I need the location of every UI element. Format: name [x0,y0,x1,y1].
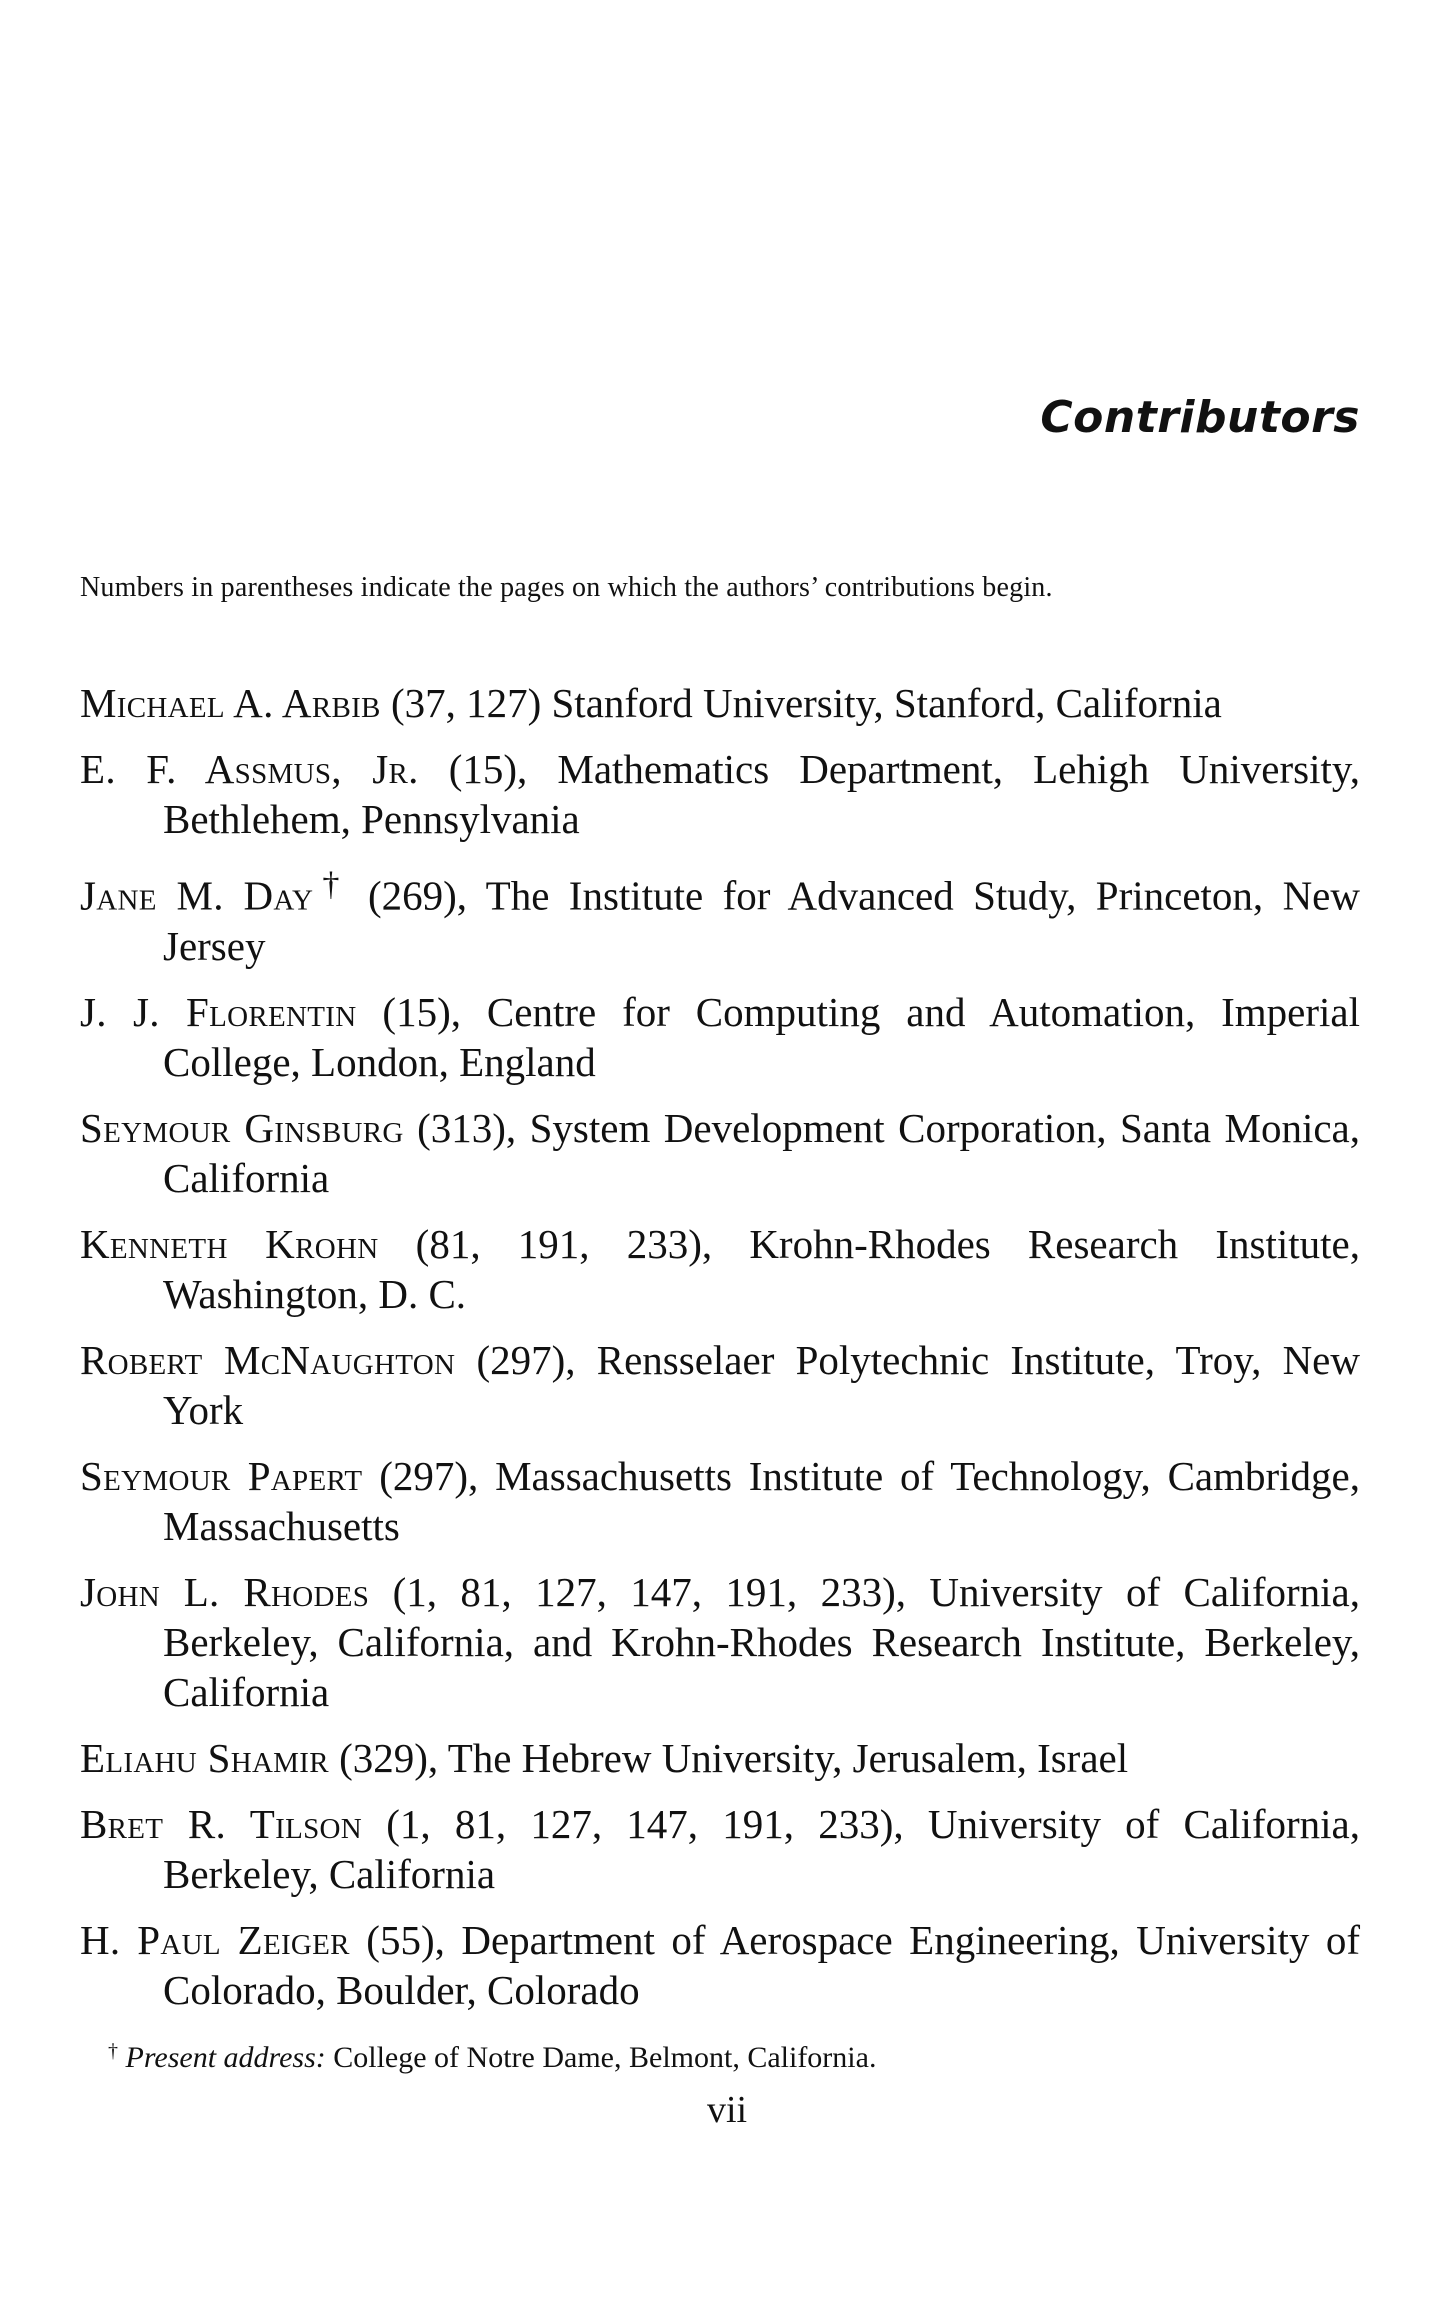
contributor-entry-day [80,860,1360,971]
contributor-name: Bret R. Tilson [80,1800,363,1847]
contributor-details: (37, 127) Stanford University, Stanford, California [380,680,1222,726]
contributor-name: Robert McNaughton [80,1336,456,1383]
contributor-details: (313), System Development Corporation, Santa Monica, California [163,1104,1360,1201]
contributor-entry-krohn [80,1219,1360,1319]
contributor-details: (1, 81, 127, 147, 191, 233), University of California, Berkeley, California [163,1800,1360,1897]
contributor-details: (55), Department of Aerospace Engineering, University of Colorado, Boulder, Colorado [163,1916,1360,2013]
contributor-details: (1, 81, 127, 147, 191, 233), University of California, Berkeley, California, and Krohn-Rhodes Research Institute, Berkeley, California [163,1568,1360,1715]
contributor-entry-tilson [80,1799,1360,1899]
contributor-entry-florentin [80,987,1360,1087]
contributor-name: John L. Rhodes [80,1568,370,1615]
contributor-name: Michael A. Arbib [80,680,381,726]
contributor-name: J. J. Florentin [80,988,357,1035]
contributor-name: Seymour Papert [80,1452,363,1499]
contributor-details: (81, 191, 233), Krohn-Rhodes Research Institute, Washington, D. C. [163,1220,1361,1317]
contributor-name: Seymour Ginsburg [80,1104,404,1151]
contributor-name: Jane M. Day [80,872,314,919]
contributor-entry-arbib [80,678,1360,728]
contributor-name: Eliahu Shamir [80,1734,329,1781]
footnote-marker: † [108,2040,118,2062]
contributor-list [80,678,1360,2031]
footnote-label: Present address: [125,2041,326,2074]
contributor-details: (15), Centre for Computing and Automation, Imperial College, London, England [163,988,1360,1085]
footnote-marker: † [313,866,349,903]
contributor-details: (297), Massachusetts Institute of Technology, Cambridge, Massachusetts [163,1452,1360,1549]
intro-note: Numbers in parentheses indicate the pages on which the authors’ contributions begin. [80,572,1053,603]
contributor-entry-assmus [80,744,1360,844]
contributor-entry-mcnaughton [80,1335,1360,1435]
contributor-details: (269), The Institute for Advanced Study, Princeton, New Jersey [163,872,1360,969]
contributor-entry-zeiger [80,1915,1360,2015]
footnote [108,2040,1360,2075]
contributor-entry-rhodes [80,1567,1360,1717]
contributor-details: (15), Mathematics Department, Lehigh University, Bethlehem, Pennsylvania [163,746,1360,842]
page-title: Contributors [1040,392,1360,443]
page-number: vii [706,2089,748,2131]
contributor-name: E. F. Assmus, Jr. [80,746,419,792]
contributor-name: H. Paul Zeiger [80,1916,350,1963]
contributor-entry-papert [80,1451,1360,1551]
footnote-text: College of Notre Dame, Belmont, California. [325,2041,877,2074]
contributor-entry-shamir [80,1733,1360,1783]
contributor-details: (329), The Hebrew University, Jerusalem, Israel [328,1734,1129,1781]
contributor-details: (297), Rensselaer Polytechnic Institute, Troy, New York [163,1336,1360,1433]
contributor-entry-ginsburg [80,1103,1360,1203]
contributor-name: Kenneth Krohn [80,1220,379,1267]
